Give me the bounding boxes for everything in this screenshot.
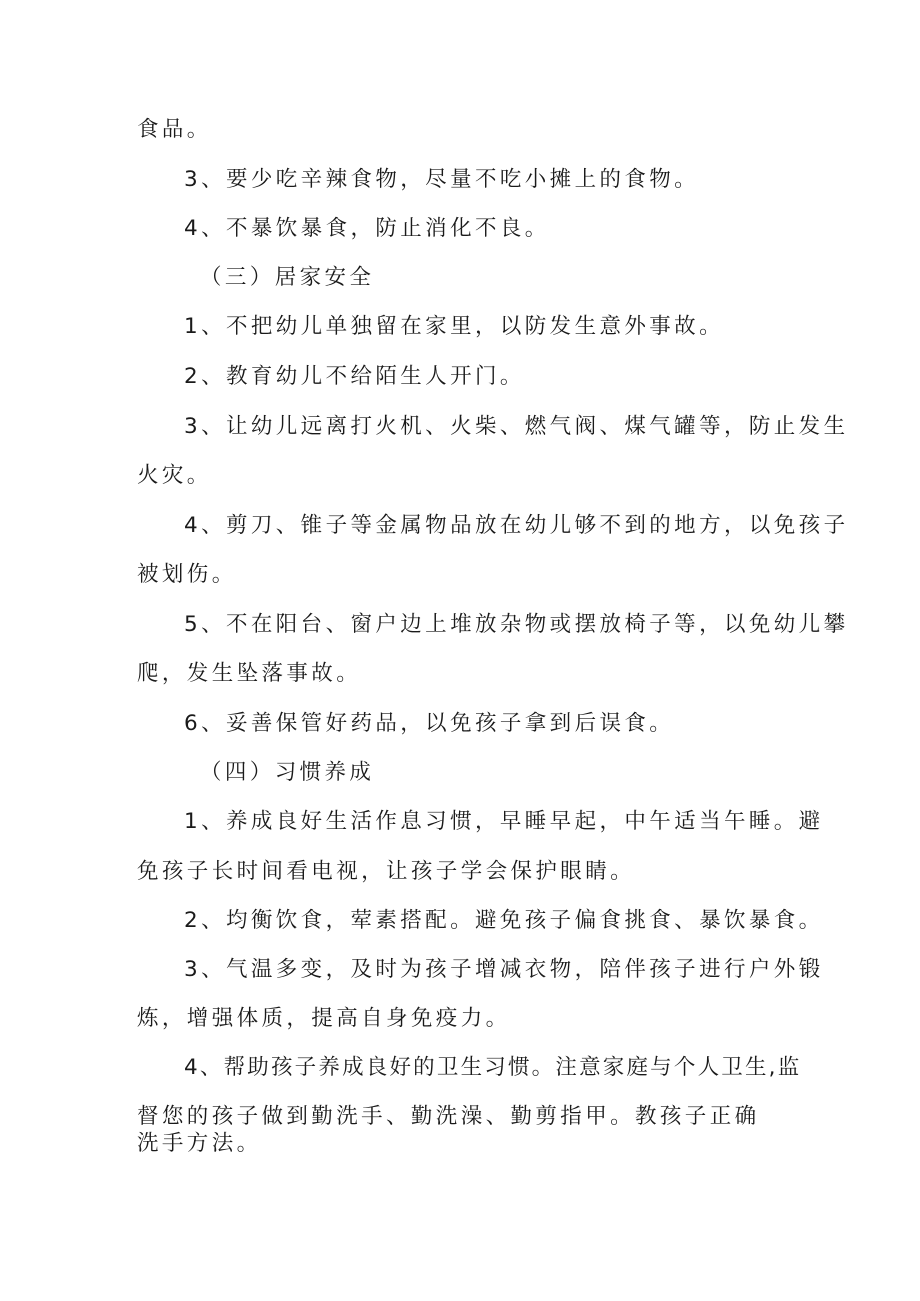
list-item: 1、不把幼儿单独留在家里，以防发生意外事故。 bbox=[184, 314, 724, 339]
list-item: 6、妥善保管好药品，以免孩子拿到后误食。 bbox=[184, 711, 675, 736]
list-item: 3、让幼儿远离打火机、火柴、燃气阀、煤气罐等，防止发生 bbox=[184, 414, 849, 439]
continued-text-line: 食品。 bbox=[137, 117, 212, 142]
list-item: 4、帮助孩子养成良好的卫生习惯。注意家庭与个人卫生,监 bbox=[184, 1055, 802, 1080]
list-item: 2、均衡饮食，荤素搭配。避免孩子偏食挑食、暴饮暴食。 bbox=[184, 908, 824, 933]
list-item: 1、养成良好生活作息习惯，早睡早起，中午适当午睡。避 bbox=[184, 809, 824, 834]
list-item-continuation: 被划伤。 bbox=[137, 562, 237, 587]
list-item: 3、要少吃辛辣食物，尽量不吃小摊上的食物。 bbox=[184, 167, 700, 192]
list-item-continuation: 火灾。 bbox=[137, 463, 212, 488]
list-item: 3、气温多变，及时为孩子增减衣物，陪伴孩子进行户外锻 bbox=[184, 957, 824, 982]
list-item-continuation: 免孩子长时间看电视，让孩子学会保护眼睛。 bbox=[137, 859, 636, 884]
list-item-continuation: 督您的孩子做到勤洗手、勤洗澡、勤剪指甲。教孩子正确 bbox=[137, 1104, 760, 1129]
list-item: 2、教育幼儿不给陌生人开门。 bbox=[184, 364, 525, 389]
list-item-continuation: 洗手方法。 bbox=[137, 1131, 262, 1156]
section-heading: （四）习惯养成 bbox=[200, 760, 375, 785]
list-item-continuation: 炼，增强体质，提高自身免疫力。 bbox=[137, 1006, 511, 1031]
list-item-continuation: 爬，发生坠落事故。 bbox=[137, 661, 362, 686]
list-item: 4、剪刀、锥子等金属物品放在幼儿够不到的地方，以免孩子 bbox=[184, 513, 849, 538]
list-item: 5、不在阳台、窗户边上堆放杂物或摆放椅子等，以免幼儿攀 bbox=[184, 612, 849, 637]
section-heading: （三）居家安全 bbox=[200, 265, 375, 290]
list-item: 4、不暴饮暴食，防止消化不良。 bbox=[184, 216, 550, 241]
